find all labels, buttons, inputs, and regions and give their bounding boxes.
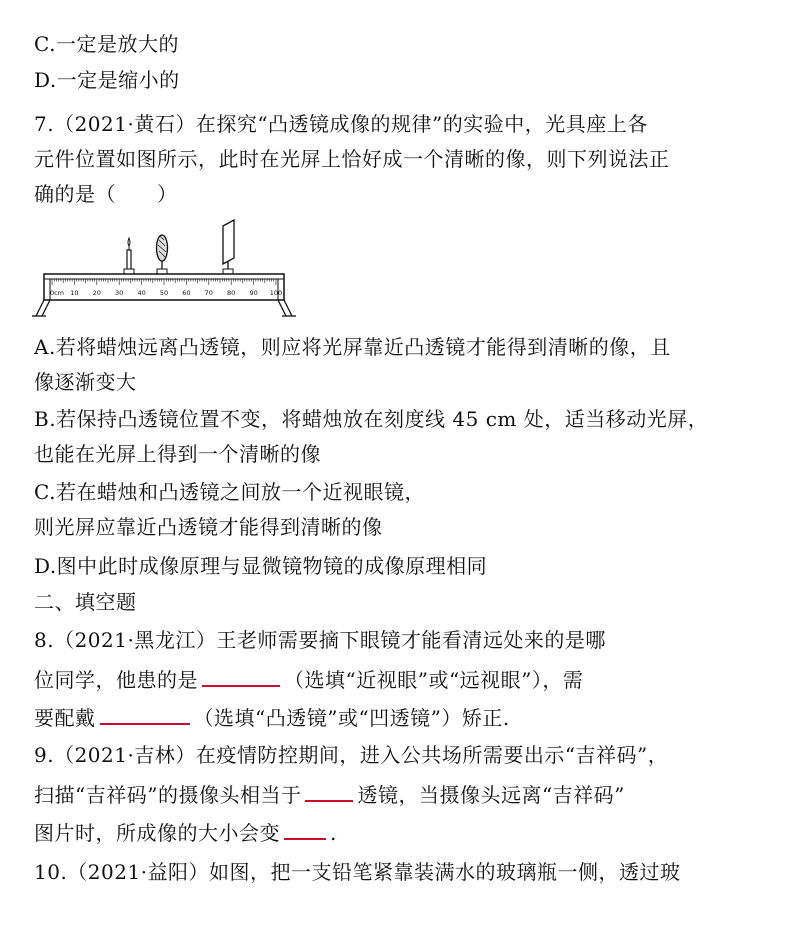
convex-lens-icon [157,235,168,270]
q9-text-b: 透镜，当摄像头远离“吉祥码” [357,783,625,807]
q7-option-b-line2: 也能在光屏上得到一个清晰的像 [34,442,321,466]
q7-option-d: D.图中此时成像原理与显微镜物镜的成像原理相同 [34,554,488,578]
scale-label: 90 [249,289,258,297]
q7-option-c-line2: 则光屏应靠近凸透镜才能得到清晰的像 [34,515,383,539]
scale-label: 70 [204,289,213,297]
q10-stem-line1: 10.（2021·益阳）如图，把一支铅笔紧靠装满水的玻璃瓶一侧，透过玻 [34,860,681,884]
light-screen-icon [223,220,234,270]
q8-stem-line1: 8.（2021·黑龙江）王老师需要摘下眼镜才能看清远处来的是哪 [34,628,606,652]
scale-label: 50 [159,289,169,297]
q7-stem-line3: 确的是（ ） [34,182,178,206]
q8-answer-blank-2[interactable] [100,703,190,725]
q8-stem-line3 [34,703,510,732]
scale-label: 100 [269,289,283,297]
q7-option-a-line2: 像逐渐变大 [34,370,137,394]
q8-text-b: （选填“近视眼”或“远视眼”），需 [284,668,584,692]
candle-icon [127,238,131,270]
option-d-q6: D.一定是缩小的 [34,68,180,92]
q8-answer-blank-1[interactable] [202,665,280,687]
q9-answer-blank-2[interactable] [284,818,326,840]
q7-stem-line1: 7.（2021·黄石）在探究“凸透镜成像的规律”的实验中，光具座上各 [34,112,648,136]
q8-text-d: （选填“凸透镜”或“凹透镜”）矫正. [193,706,510,730]
q9-text-a: 扫描“吉祥码”的摄像头相当于 [34,783,302,807]
q9-answer-blank-1[interactable] [305,780,353,802]
q9-stem-line2 [34,780,625,809]
option-c-q6: C.一定是放大的 [34,32,179,56]
q7-stem-line2: 元件位置如图所示，此时在光屏上恰好成一个清晰的像，则下列说法正 [34,147,670,171]
scale-label: 30 [115,289,124,297]
q7-option-a-line1: A.若将蜡烛远离凸透镜，则应将光屏靠近凸透镜才能得到清晰的像，且 [34,335,671,359]
scale-label: 10 [70,289,79,297]
q8-text-c: 要配戴 [34,706,96,730]
q7-option-b-line1: B.若保持凸透镜位置不变，将蜡烛放在刻度线 45 cm 处，适当移动光屏， [34,407,709,431]
scale-label: 0cm [49,289,65,297]
q9-text-d: . [330,821,337,845]
optical-bench-figure [28,206,298,321]
q7-option-c-line1: C.若在蜡烛和凸透镜之间放一个近视眼镜， [34,480,425,504]
q9-stem-line1: 9.（2021·吉林）在疫情防控期间，进入公共场所需要出示“吉祥码”， [34,743,669,767]
q9-text-c: 图片时，所成像的大小会变 [34,821,280,845]
scale-label: 80 [227,289,236,297]
scale-label: 60 [182,289,191,297]
q8-stem-line2 [34,665,583,694]
q9-stem-line3 [34,818,337,847]
scale-label: 40 [137,289,146,297]
scale-label: 20 [92,289,101,297]
section-heading-fill-blank: 二、填空题 [34,590,137,614]
q8-text-a: 位同学，他患的是 [34,668,198,692]
